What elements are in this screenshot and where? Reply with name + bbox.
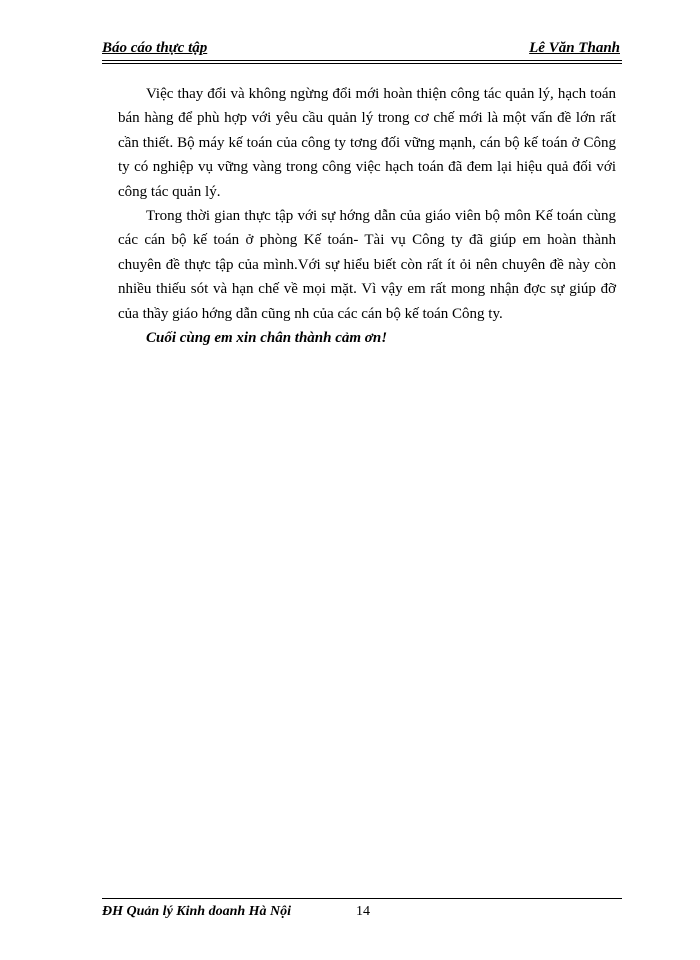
paragraph-2: Trong thời gian thực tập với sự hớng dẫn của giáo viên bộ môn Kế toán cùng các cán bộ kế toán ở phòng Kế toán- Tài vụ Công ty đã giúp em hoàn thành chuyên đề thực tập của mình.Với sự hiểu biết còn rất ít ỏi nên chuyên đề này còn nhiều thiếu sót và hạn chế về mọi mặt. Vì vậy em rất mong nhận đợc sự giúp đỡ của thầy giáo hớng dẫn cũng nh của các cán bộ kế toán Công ty. <box>118 208 616 322</box>
closing-line: Cuối cùng em xin chân thành cảm ơn! <box>146 330 388 347</box>
page-header <box>102 40 622 66</box>
header-rule-thin <box>102 63 622 64</box>
footer-institution: ĐH Quản lý Kinh doanh Hà Nội <box>102 904 292 919</box>
document-body <box>118 82 616 350</box>
footer-rule <box>102 898 622 899</box>
header-report-title: Báo cáo thực tập <box>102 40 208 56</box>
paragraph-1: Việc thay đổi và không ngừng đổi mới hoàn thiện công tác quản lý, hạch toán bán hàng để phù hợp với yêu cầu quản lý trong cơ chế mới là một vấn đề lớn rất cần thiết. Bộ máy kế toán của công ty tơng đối vững mạnh, cán bộ kế toán ở Công ty có nghiệp vụ vững vàng trong công việc hạch toán đã đem lại hiệu quả đối với công tác quản lý. <box>118 86 616 200</box>
header-author-name: Lê Văn Thanh <box>529 40 620 56</box>
header-rule <box>102 60 622 61</box>
page-footer <box>102 898 622 928</box>
page-number: 14 <box>356 904 370 919</box>
